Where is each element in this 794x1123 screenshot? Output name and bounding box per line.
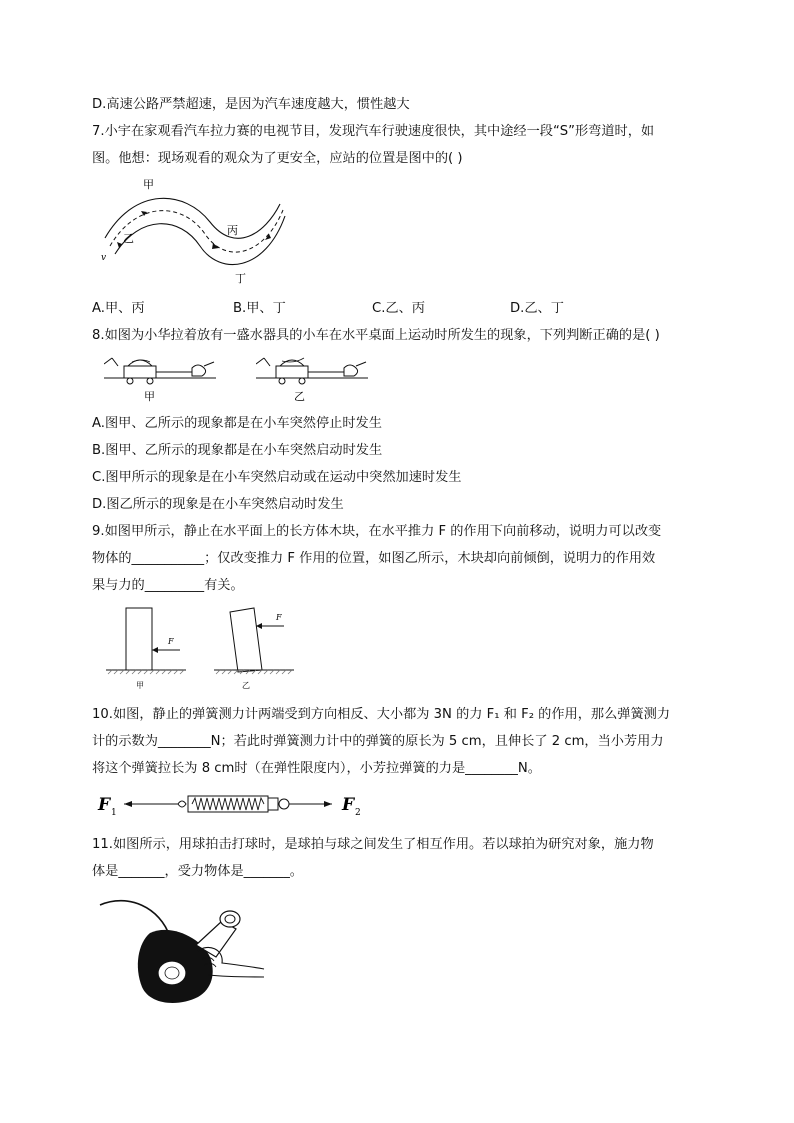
q7-option-b: B.甲、丁: [233, 301, 286, 316]
q9-label-f-yi: F: [276, 613, 282, 622]
q10-spring-scale-figure: [96, 788, 376, 824]
q7-label-bing: 丙: [227, 224, 238, 237]
q7-label-yi: 乙: [123, 232, 134, 245]
q7-label-ding: 丁: [235, 272, 246, 285]
q9-label-yi: 乙: [242, 681, 250, 690]
q9-line3: 果与力的_________有关。: [92, 578, 244, 593]
q7-label-v: v: [101, 253, 107, 263]
q7-option-c: C.乙、丙: [372, 301, 425, 316]
q8-cart-figure-jia: [104, 352, 224, 404]
q9-line2: 物体的___________；仅改变推力 F 作用的位置，如图乙所示，木块却向前倾倒，说明力的作用效: [92, 551, 656, 566]
q8-option-c: C.图甲所示的现象是在小车突然启动或在运动中突然加速时发生: [92, 470, 462, 485]
q8-option-d: D.图乙所示的现象是在小车突然启动时发生: [92, 497, 344, 512]
q11-racket-ball-figure: [98, 893, 268, 1009]
q10-line3: 将这个弹簧拉长为 8 cm时（在弹性限度内），小芳拉弹簧的力是________N。: [92, 761, 541, 776]
q10-line1: 10.如图，静止的弹簧测力计两端受到方向相反、大小都为 3N 的力 F₁ 和 F₂ 的作用，那么弹簧测力: [92, 707, 671, 722]
q9-line1: 9.如图甲所示，静止在水平面上的长方体木块，在水平推力 F 的作用下向前移动，说明力可以改变: [92, 524, 662, 539]
q7-stem-line2: 图。他想：现场观看的观众为了更安全，应站的位置是图中的( ): [92, 151, 463, 166]
q6-option-d: D.高速公路严禁超速，是因为汽车速度越大，惯性越大: [92, 97, 410, 112]
q8-label-jia: 甲: [144, 390, 155, 403]
q10-label-f1-sub: 1: [111, 808, 117, 818]
q9-block-figure-jia: [104, 604, 196, 690]
q11-line2: 体是_______，受力物体是_______。: [92, 864, 303, 879]
q10-label-f2-sub: 2: [355, 808, 361, 818]
q7-option-a: A.甲、丙: [92, 301, 145, 316]
q8-stem: 8.如图为小华拉着放有一盛水器具的小车在水平桌面上运动时所发生的现象，下列判断正确的是( ): [92, 328, 660, 343]
q9-label-jia: 甲: [136, 681, 144, 690]
q8-label-yi: 乙: [294, 390, 305, 403]
q8-option-b: B.图甲、乙所示的现象都是在小车突然启动时发生: [92, 443, 383, 458]
q10-label-f1: F: [98, 795, 111, 815]
q9-label-f-jia: F: [168, 637, 174, 646]
q8-option-a: A.图甲、乙所示的现象都是在小车突然停止时发生: [92, 416, 382, 431]
q7-option-d: D.乙、丁: [510, 301, 564, 316]
q7-label-jia: 甲: [143, 178, 154, 191]
q9-block-figure-yi: [212, 604, 304, 690]
q8-cart-figure-yi: [256, 352, 376, 404]
q11-line1: 11.如图所示，用球拍击打球时，是球拍与球之间发生了相互作用。若以球拍为研究对象，施力物: [92, 837, 654, 852]
q7-s-curve-figure: [95, 176, 295, 298]
q10-label-f2: F: [342, 795, 355, 815]
q7-stem-line1: 7.小宇在家观看汽车拉力赛的电视节目，发现汽车行驶速度很快，其中途经一段“S”形弯道时，如: [92, 124, 655, 139]
q10-line2: 计的示数为________N；若此时弹簧测力计中的弹簧的原长为 5 cm，且伸长了 2 cm，当小芳用力: [92, 734, 664, 749]
